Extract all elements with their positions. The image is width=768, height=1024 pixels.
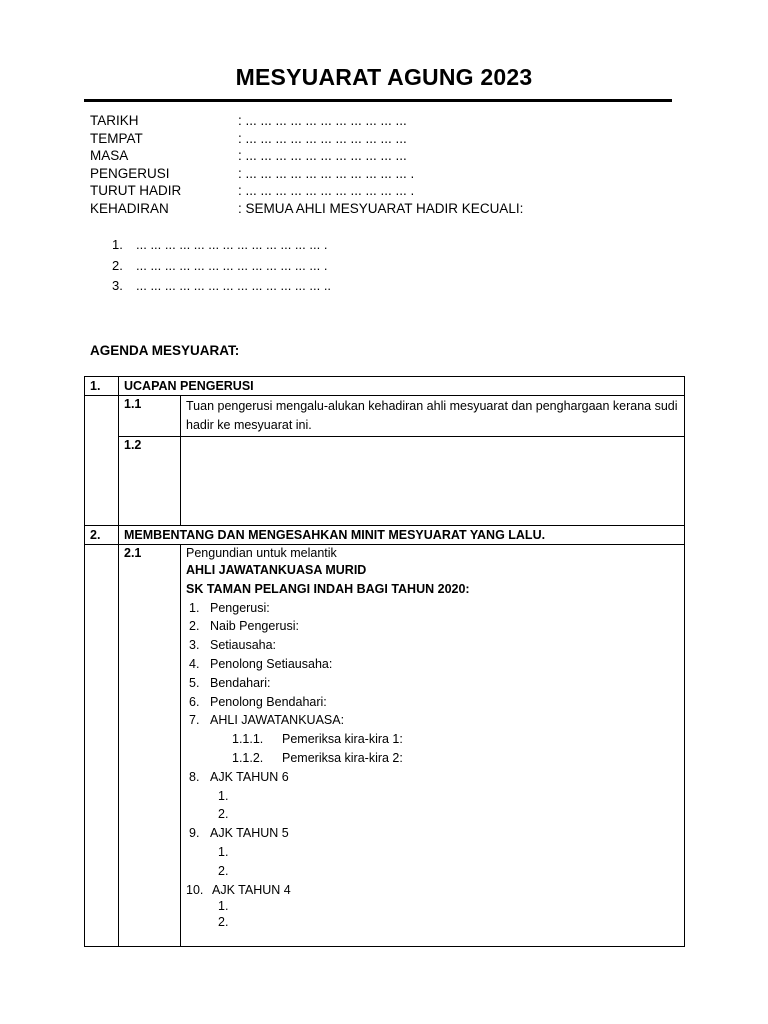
agenda-heading: AGENDA MESYUARAT:	[90, 343, 240, 358]
item-description: Tuan pengerusi mengalu-alukan kehadiran ahli mesyuarat dan penghargaan kerana sudi hadir ke mesyuarat ini.	[181, 396, 685, 437]
absent-list	[112, 235, 331, 297]
item-description	[181, 545, 685, 947]
list-number: 2.	[218, 914, 229, 929]
meta-label: TARIKH	[90, 113, 139, 128]
list-number: 2.	[218, 807, 229, 822]
list-item	[186, 915, 679, 931]
list-item	[186, 824, 679, 843]
list-item	[186, 693, 679, 712]
list-text: Pengerusi:	[210, 600, 270, 615]
list-item	[112, 256, 331, 277]
list-item	[112, 276, 331, 297]
list-text: ... ... ... ... ... ... ... ... ... ... ... ... ... ..	[136, 278, 332, 293]
list-number: 6.	[189, 694, 200, 709]
item-number: 2.1	[119, 545, 181, 947]
list-number: 1.1.1.	[232, 732, 264, 747]
list-text: Naib Pengerusi:	[210, 619, 299, 634]
list-item	[186, 787, 679, 806]
meta-value: : ... ... ... ... ... ... ... ... ... ... ...	[238, 148, 407, 163]
item-description	[181, 437, 685, 526]
list-item	[186, 768, 679, 787]
list-number: 1.	[189, 600, 200, 615]
item-number: 1.2	[119, 437, 181, 526]
list-number: 2.	[112, 257, 123, 273]
table-row	[85, 437, 685, 526]
meta-label: KEHADIRAN	[90, 200, 169, 216]
table-row	[85, 545, 685, 947]
item-intro: Pengundian untuk melantik	[186, 546, 337, 560]
meta-value: : ... ... ... ... ... ... ... ... ... ... ... .	[238, 165, 415, 181]
list-number: 1.	[218, 788, 229, 803]
list-number: 2.	[218, 863, 229, 878]
list-text: AJK TAHUN 6	[210, 769, 289, 784]
meta-label: MASA	[90, 148, 129, 163]
list-number: 8.	[189, 769, 200, 784]
list-item	[186, 805, 679, 824]
list-text: ... ... ... ... ... ... ... ... ... ... ... ... ... .	[136, 257, 328, 273]
list-text: Penolong Bendahari:	[210, 694, 327, 709]
list-text: ... ... ... ... ... ... ... ... ... ... ... ... ... .	[136, 237, 328, 252]
meta-value: : ... ... ... ... ... ... ... ... ... ... ... .	[238, 183, 415, 198]
list-item	[186, 881, 679, 900]
list-number: 1.	[218, 899, 229, 914]
list-number: 1.	[112, 237, 123, 252]
list-number: 3.	[112, 278, 123, 293]
list-number: 5.	[189, 675, 200, 690]
section-title: MEMBENTANG DAN MENGESAHKAN MINIT MESYUARAT YANG LALU.	[119, 526, 685, 545]
section-number: 2.	[85, 526, 119, 545]
list-number: 4.	[189, 656, 200, 671]
list-number: 2.	[189, 619, 200, 634]
list-item	[186, 843, 679, 862]
list-number: 1.1.2.	[232, 750, 264, 765]
list-item	[112, 235, 331, 256]
list-text: Pemeriksa kira-kira 1:	[282, 732, 403, 747]
item-number: 1.1	[119, 396, 181, 437]
list-number: 10.	[186, 882, 204, 897]
list-item	[186, 862, 679, 881]
list-item	[186, 711, 679, 730]
list-item	[186, 899, 679, 915]
table-row	[85, 377, 685, 396]
list-item	[186, 617, 679, 636]
list-text: AHLI JAWATANKUASA:	[210, 713, 345, 728]
meta-value: : SEMUA AHLI MESYUARAT HADIR KECUALI:	[238, 200, 524, 216]
list-number: 9.	[189, 826, 200, 841]
meta-label: TEMPAT	[90, 130, 143, 146]
list-item	[186, 655, 679, 674]
empty-cell	[85, 396, 119, 526]
list-number: 7.	[189, 713, 200, 728]
list-item	[186, 636, 679, 655]
list-text: AJK TAHUN 5	[210, 826, 289, 841]
meta-value: : ... ... ... ... ... ... ... ... ... ... ...	[238, 113, 407, 128]
table-row	[85, 526, 685, 545]
table-row	[85, 396, 685, 437]
list-text: AJK TAHUN 4	[212, 882, 291, 897]
document-title: MESYUARAT AGUNG 2023	[235, 64, 533, 90]
section-title: UCAPAN PENGERUSI	[119, 377, 685, 396]
list-text: Setiausaha:	[210, 638, 277, 653]
item-heading: AHLI JAWATANKUASA MURID	[186, 563, 367, 577]
item-heading: SK TAMAN PELANGI INDAH BAGI TAHUN 2020:	[186, 581, 470, 596]
agenda-table	[84, 376, 685, 947]
title-underline	[84, 99, 672, 102]
list-text: Pemeriksa kira-kira 2:	[282, 750, 403, 765]
meta-label: PENGERUSI	[90, 165, 170, 181]
list-number: 1.	[218, 844, 229, 859]
list-item	[186, 749, 679, 768]
section-number: 1.	[85, 377, 119, 396]
empty-cell	[85, 545, 119, 947]
list-text: Penolong Setiausaha:	[210, 656, 333, 671]
meta-value: : ... ... ... ... ... ... ... ... ... ... ...	[238, 130, 407, 146]
list-number: 3.	[189, 638, 200, 653]
list-item	[186, 674, 679, 693]
list-item	[186, 599, 679, 618]
meta-label: TURUT HADIR	[90, 183, 182, 198]
list-text: Bendahari:	[210, 675, 271, 690]
list-item	[186, 730, 679, 749]
